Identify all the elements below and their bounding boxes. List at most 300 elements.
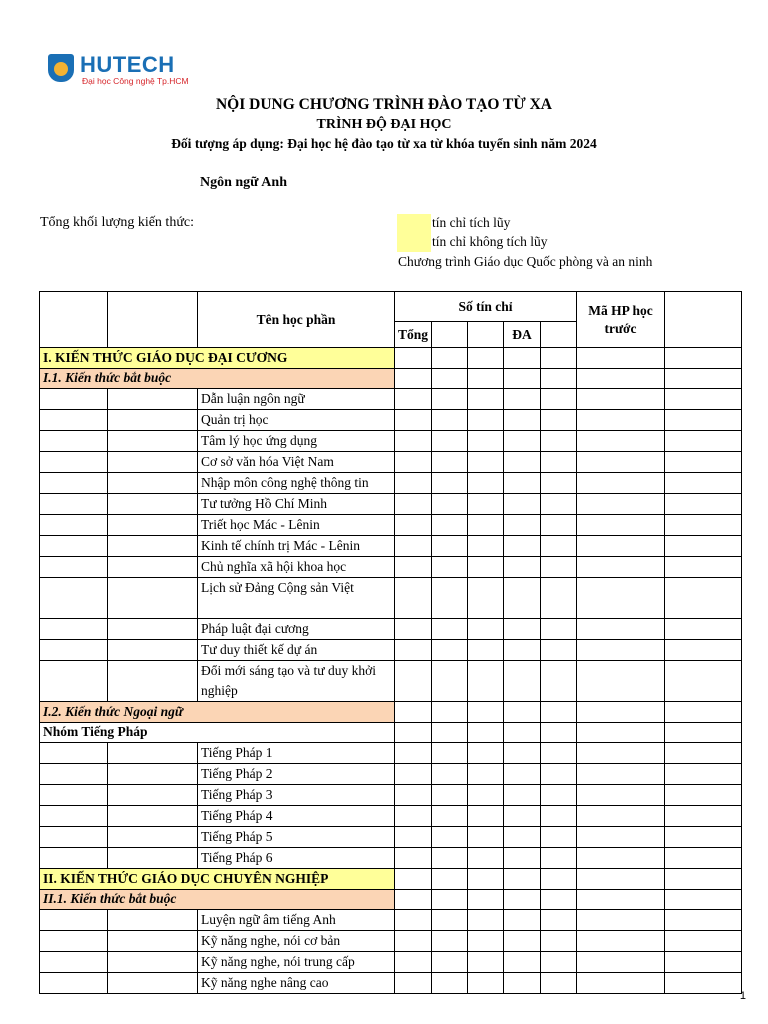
table-cell — [395, 578, 432, 619]
table-cell — [395, 368, 432, 389]
table-cell — [577, 536, 665, 557]
table-cell — [108, 743, 198, 764]
table-cell — [40, 764, 108, 785]
table-cell — [504, 848, 541, 869]
course-row — [40, 515, 742, 536]
course-row — [40, 785, 742, 806]
table-cell — [577, 368, 665, 389]
header-credit-sub — [468, 322, 504, 348]
table-cell — [108, 848, 198, 869]
table-cell — [577, 785, 665, 806]
course-row — [40, 431, 742, 452]
table-cell — [432, 619, 468, 640]
table-cell — [468, 848, 504, 869]
course-row — [40, 764, 742, 785]
table-cell — [577, 431, 665, 452]
table-cell — [40, 910, 108, 931]
course-name: Dẫn luận ngôn ngữ — [198, 389, 395, 410]
table-cell — [504, 722, 541, 743]
table-cell — [665, 452, 742, 473]
table-cell — [395, 431, 432, 452]
hutech-logo — [48, 52, 198, 86]
course-name: Triết học Mác - Lênin — [198, 515, 395, 536]
table-cell — [395, 889, 432, 910]
table-cell — [468, 827, 504, 848]
defense-program-label: Chương trình Giáo dục Quốc phòng và an ninh — [398, 254, 653, 269]
table-cell — [432, 557, 468, 578]
course-row — [40, 473, 742, 494]
table-cell — [577, 348, 665, 369]
table-cell — [577, 389, 665, 410]
section-row — [40, 348, 742, 369]
table-cell — [504, 431, 541, 452]
table-cell — [541, 473, 577, 494]
table-cell — [108, 952, 198, 973]
subsection-label: I.2. Kiến thức Ngoại ngữ — [40, 702, 395, 723]
table-cell — [504, 515, 541, 536]
table-cell — [432, 827, 468, 848]
table-cell — [108, 785, 198, 806]
table-cell — [432, 410, 468, 431]
table-cell — [504, 640, 541, 661]
course-name: Cơ sở văn hóa Việt Nam — [198, 452, 395, 473]
table-cell — [541, 410, 577, 431]
table-cell — [40, 389, 108, 410]
table-cell — [504, 952, 541, 973]
table-cell — [541, 952, 577, 973]
table-cell — [432, 869, 468, 890]
header-da: ĐA — [504, 322, 541, 348]
section-label: I. KIẾN THỨC GIÁO DỤC ĐẠI CƯƠNG — [40, 348, 395, 369]
table-cell — [468, 578, 504, 619]
table-cell — [665, 702, 742, 723]
subsection-row — [40, 889, 742, 910]
curriculum-table — [39, 291, 742, 994]
table-cell — [108, 619, 198, 640]
table-cell — [108, 764, 198, 785]
course-name: Kinh tế chính trị Mác - Lênin — [198, 536, 395, 557]
table-cell — [541, 743, 577, 764]
table-cell — [108, 661, 198, 702]
course-name: Lịch sử Đảng Cộng sản Việt — [198, 578, 395, 619]
table-cell — [395, 702, 432, 723]
table-cell — [665, 973, 742, 994]
table-cell — [577, 702, 665, 723]
course-name: Đổi mới sáng tạo và tư duy khởi nghiệp — [198, 661, 395, 702]
table-cell — [504, 452, 541, 473]
course-name: Tiếng Pháp 5 — [198, 827, 395, 848]
table-cell — [541, 931, 577, 952]
table-cell — [432, 764, 468, 785]
table-cell — [665, 431, 742, 452]
table-cell — [504, 348, 541, 369]
table-cell — [40, 952, 108, 973]
table-cell — [432, 743, 468, 764]
table-cell — [40, 452, 108, 473]
table-cell — [40, 661, 108, 702]
table-cell — [665, 494, 742, 515]
table-cell — [108, 389, 198, 410]
table-cell — [432, 494, 468, 515]
table-cell — [577, 494, 665, 515]
table-cell — [665, 848, 742, 869]
table-cell — [468, 722, 504, 743]
course-name: Tâm lý học ứng dụng — [198, 431, 395, 452]
table-cell — [108, 806, 198, 827]
header-credit-sub — [432, 322, 468, 348]
table-cell — [432, 931, 468, 952]
table-cell — [541, 973, 577, 994]
table-cell — [504, 889, 541, 910]
table-cell — [665, 806, 742, 827]
table-cell — [432, 473, 468, 494]
table-cell — [468, 661, 504, 702]
table-cell — [541, 515, 577, 536]
table-cell — [665, 515, 742, 536]
table-cell — [395, 410, 432, 431]
table-cell — [395, 848, 432, 869]
table-cell — [577, 869, 665, 890]
table-cell — [432, 661, 468, 702]
table-cell — [541, 619, 577, 640]
table-cell — [40, 473, 108, 494]
table-cell — [432, 431, 468, 452]
table-cell — [504, 536, 541, 557]
table-cell — [504, 869, 541, 890]
course-name: Kỹ năng nghe, nói cơ bản — [198, 931, 395, 952]
course-name: Luyện ngữ âm tiếng Anh — [198, 910, 395, 931]
table-cell — [577, 515, 665, 536]
table-cell — [40, 619, 108, 640]
table-cell — [577, 640, 665, 661]
table-cell — [108, 431, 198, 452]
table-cell — [577, 764, 665, 785]
table-cell — [468, 910, 504, 931]
table-cell — [468, 473, 504, 494]
course-row — [40, 910, 742, 931]
table-cell — [665, 869, 742, 890]
header-credits: Số tín chỉ — [395, 292, 577, 322]
table-cell — [108, 578, 198, 619]
table-cell — [541, 578, 577, 619]
logo-subtitle: Đại học Công nghệ Tp.HCM — [82, 76, 189, 86]
table-cell — [108, 515, 198, 536]
table-cell — [665, 557, 742, 578]
table-cell — [468, 557, 504, 578]
table-cell — [577, 848, 665, 869]
course-name: Chủ nghĩa xã hội khoa học — [198, 557, 395, 578]
table-cell — [108, 410, 198, 431]
major-name: Ngôn ngữ Anh — [200, 175, 287, 190]
table-cell — [577, 473, 665, 494]
header-blank-3 — [665, 292, 742, 348]
table-cell — [108, 827, 198, 848]
table-cell — [541, 368, 577, 389]
table-cell — [432, 952, 468, 973]
table-cell — [541, 494, 577, 515]
table-cell — [504, 702, 541, 723]
table-cell — [665, 578, 742, 619]
table-cell — [432, 722, 468, 743]
table-cell — [665, 410, 742, 431]
table-cell — [541, 702, 577, 723]
table-cell — [108, 494, 198, 515]
course-name: Tiếng Pháp 1 — [198, 743, 395, 764]
table-cell — [504, 827, 541, 848]
education-level: TRÌNH ĐỘ ĐẠI HỌC — [316, 117, 452, 132]
table-cell — [395, 473, 432, 494]
table-cell — [468, 931, 504, 952]
table-cell — [108, 910, 198, 931]
course-name: Tư duy thiết kế dự án — [198, 640, 395, 661]
table-cell — [432, 515, 468, 536]
course-name: Tư tưởng Hồ Chí Minh — [198, 494, 395, 515]
table-cell — [504, 661, 541, 702]
table-cell — [468, 764, 504, 785]
table-cell — [577, 806, 665, 827]
table-cell — [395, 348, 432, 369]
table-cell — [468, 536, 504, 557]
subsection-row — [40, 702, 742, 723]
table-cell — [40, 557, 108, 578]
table-cell — [577, 910, 665, 931]
table-cell — [541, 806, 577, 827]
table-cell — [468, 785, 504, 806]
table-cell — [468, 973, 504, 994]
course-row — [40, 848, 742, 869]
table-cell — [395, 910, 432, 931]
section-label: II. KIẾN THỨC GIÁO DỤC CHUYÊN NGHIỆP — [40, 869, 395, 890]
table-cell — [432, 348, 468, 369]
table-cell — [504, 973, 541, 994]
table-cell — [432, 536, 468, 557]
table-cell — [40, 515, 108, 536]
table-cell — [395, 389, 432, 410]
table-cell — [40, 973, 108, 994]
course-name: Pháp luật đại cương — [198, 619, 395, 640]
table-cell — [577, 578, 665, 619]
table-cell — [40, 848, 108, 869]
table-cell — [468, 368, 504, 389]
table-cell — [541, 722, 577, 743]
course-row — [40, 536, 742, 557]
header-credit-sub — [541, 322, 577, 348]
table-cell — [395, 764, 432, 785]
table-cell — [395, 557, 432, 578]
table-cell — [577, 722, 665, 743]
accumulated-credits-box — [397, 214, 431, 233]
table-cell — [395, 661, 432, 702]
table-cell — [198, 722, 395, 743]
header-prerequisite: Mã HP học trước — [577, 292, 665, 348]
course-row — [40, 806, 742, 827]
table-cell — [432, 702, 468, 723]
table-cell — [468, 889, 504, 910]
group-label: Nhóm Tiếng Pháp — [40, 722, 198, 743]
course-name: Kỹ năng nghe, nói trung cấp — [198, 952, 395, 973]
table-cell — [395, 722, 432, 743]
course-row — [40, 452, 742, 473]
table-cell — [504, 764, 541, 785]
table-cell — [40, 410, 108, 431]
course-row — [40, 410, 742, 431]
table-cell — [40, 578, 108, 619]
table-cell — [40, 931, 108, 952]
table-cell — [432, 389, 468, 410]
course-name: Tiếng Pháp 6 — [198, 848, 395, 869]
table-cell — [432, 640, 468, 661]
table-cell — [577, 952, 665, 973]
table-cell — [541, 785, 577, 806]
table-cell — [468, 952, 504, 973]
table-cell — [665, 952, 742, 973]
subsection-label: I.1. Kiến thức bắt buộc — [40, 368, 395, 389]
table-cell — [468, 640, 504, 661]
table-cell — [665, 931, 742, 952]
hutech-shield-icon — [48, 54, 74, 82]
course-name: Tiếng Pháp 2 — [198, 764, 395, 785]
document-title: NỘI DUNG CHƯƠNG TRÌNH ĐÀO TẠO TỪ XA — [215, 96, 552, 113]
table-cell — [40, 640, 108, 661]
table-cell — [541, 452, 577, 473]
course-row — [40, 557, 742, 578]
table-cell — [541, 431, 577, 452]
table-cell — [468, 494, 504, 515]
table-cell — [541, 827, 577, 848]
table-cell — [468, 452, 504, 473]
table-cell — [432, 848, 468, 869]
table-cell — [468, 431, 504, 452]
table-cell — [395, 494, 432, 515]
table-cell — [577, 889, 665, 910]
table-cell — [504, 931, 541, 952]
table-cell — [468, 348, 504, 369]
table-cell — [432, 910, 468, 931]
table-cell — [577, 743, 665, 764]
course-row — [40, 661, 742, 702]
table-cell — [395, 869, 432, 890]
table-cell — [541, 889, 577, 910]
accumulated-credits-label: tín chỉ tích lũy — [432, 215, 511, 230]
table-cell — [504, 578, 541, 619]
table-cell — [541, 910, 577, 931]
table-cell — [40, 806, 108, 827]
header-blank-2 — [108, 292, 198, 348]
table-cell — [504, 619, 541, 640]
table-cell — [541, 557, 577, 578]
table-cell — [432, 368, 468, 389]
table-cell — [504, 494, 541, 515]
table-cell — [468, 869, 504, 890]
table-cell — [504, 743, 541, 764]
table-cell — [504, 557, 541, 578]
table-cell — [395, 515, 432, 536]
table-cell — [665, 661, 742, 702]
table-cell — [504, 806, 541, 827]
table-cell — [395, 973, 432, 994]
table-cell — [468, 619, 504, 640]
table-cell — [665, 473, 742, 494]
table-cell — [577, 931, 665, 952]
table-cell — [577, 557, 665, 578]
table-cell — [504, 410, 541, 431]
table-cell — [504, 785, 541, 806]
table-cell — [108, 640, 198, 661]
table-cell — [395, 931, 432, 952]
table-cell — [541, 640, 577, 661]
table-cell — [40, 494, 108, 515]
table-cell — [468, 702, 504, 723]
table-cell — [432, 785, 468, 806]
table-cell — [577, 661, 665, 702]
table-cell — [577, 827, 665, 848]
group-row — [40, 722, 742, 743]
table-cell — [541, 348, 577, 369]
course-row — [40, 578, 742, 619]
table-cell — [40, 431, 108, 452]
table-cell — [40, 743, 108, 764]
non-accumulated-credits-label: tín chỉ không tích lũy — [432, 234, 548, 249]
table-cell — [577, 973, 665, 994]
table-cell — [395, 452, 432, 473]
table-cell — [468, 806, 504, 827]
table-cell — [108, 452, 198, 473]
table-cell — [541, 536, 577, 557]
table-cell — [577, 619, 665, 640]
table-cell — [541, 661, 577, 702]
table-cell — [40, 785, 108, 806]
course-name: Quản trị học — [198, 410, 395, 431]
logo-brand: HUTECH — [80, 52, 175, 77]
section-row — [40, 869, 742, 890]
course-name: Tiếng Pháp 3 — [198, 785, 395, 806]
table-cell — [108, 973, 198, 994]
table-cell — [541, 848, 577, 869]
table-cell — [665, 619, 742, 640]
table-cell — [432, 889, 468, 910]
table-cell — [395, 536, 432, 557]
table-cell — [541, 869, 577, 890]
course-name: Tiếng Pháp 4 — [198, 806, 395, 827]
table-cell — [395, 743, 432, 764]
table-cell — [432, 806, 468, 827]
table-cell — [665, 389, 742, 410]
header-total: Tổng — [395, 322, 432, 348]
course-row — [40, 973, 742, 994]
course-name: Kỹ năng nghe nâng cao — [198, 973, 395, 994]
table-cell — [577, 410, 665, 431]
table-cell — [541, 389, 577, 410]
page-number: 1 — [739, 990, 746, 1002]
curriculum-body — [40, 348, 742, 994]
course-row — [40, 640, 742, 661]
table-cell — [541, 764, 577, 785]
table-cell — [504, 473, 541, 494]
table-cell — [665, 785, 742, 806]
table-cell — [40, 536, 108, 557]
course-row — [40, 931, 742, 952]
table-cell — [395, 806, 432, 827]
table-cell — [504, 910, 541, 931]
table-cell — [577, 452, 665, 473]
table-cell — [395, 640, 432, 661]
table-cell — [108, 931, 198, 952]
table-cell — [665, 889, 742, 910]
target-audience: Đối tượng áp dụng: Đại học hệ đào tạo từ xa từ khóa tuyển sinh năm 2024 — [171, 136, 597, 151]
course-name: Nhập môn công nghệ thông tin — [198, 473, 395, 494]
table-cell — [504, 389, 541, 410]
course-row — [40, 619, 742, 640]
